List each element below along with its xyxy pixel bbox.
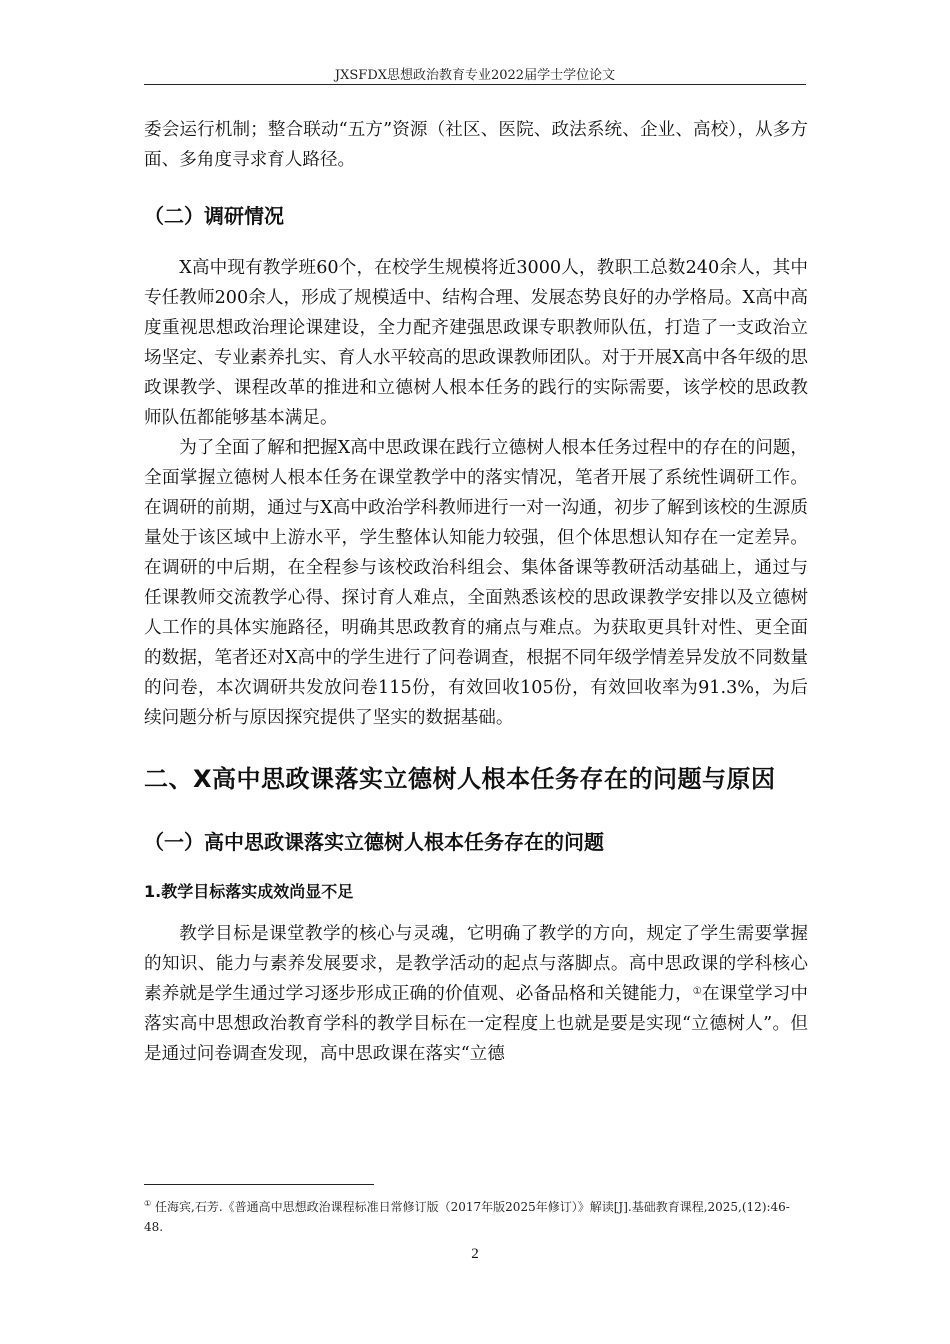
footnote-mark: ① bbox=[144, 1199, 152, 1208]
running-header: JXSFDX思想政治教育专业2022届学士学位论文 bbox=[334, 68, 616, 83]
header-rule bbox=[144, 84, 806, 85]
section-heading-survey: （二）调研情况 bbox=[144, 204, 284, 228]
paragraph-teaching-goal bbox=[144, 919, 808, 1069]
chapter-heading: 二、X高中思政课落实立德树人根本任务存在的问题与原因 bbox=[144, 765, 776, 793]
continued-paragraph: 委会运行机制；整合联动“五方”资源（社区、医院、政法系统、企业、高校），从多方面、多角度寻求育人路径。 bbox=[144, 120, 808, 170]
footnote bbox=[144, 1194, 808, 1237]
footnote-separator bbox=[144, 1184, 374, 1185]
paragraph-text-part-2: 在课堂学习中落实高中思想政治教育学科的教学目标在一定程度上也就是要是实现“立德树人”。但是通过问卷调查发现，高中思政课在落实“立德 bbox=[144, 984, 808, 1064]
page-body bbox=[144, 115, 808, 1069]
paragraph-survey-method: 为了全面了解和把握X高中思政课在践行立德树人根本任务过程中的存在的问题，全面掌握立德树人根本任务在课堂教学中的落实情况，笔者开展了系统性调研工作。在调研的前期，通过与X高中政治学科教师进行一对一沟通，初步了解到该校的生源质量处于该区域中上游水平，学生整体认知能力较强，但个体思想认知存在一定差异。在调研的中后期，在全程参与该校政治科组会、集体备课等教研活动基础上，通过与任课教师交流教学心得、探讨育人难点，全面熟悉该校的思政课教学安排以及立德树人工作的具体实施路径，明确其思政教育的痛点与难点。为获取更具针对性、更全面的数据，笔者还对X高中的学生进行了问卷调查，根据不同年级学情差异发放不同数量的问卷，本次调研共发放问卷115份，有效回收105份，有效回收率为91.3%，为后续问题分析与原因探究提供了坚实的数据基础。 bbox=[144, 438, 808, 728]
page-number: 2 bbox=[471, 1246, 479, 1262]
subsection-heading-teaching-goal: 1.教学目标落实成效尚显不足 bbox=[144, 882, 354, 901]
footnote-text: 任海宾,石芳.《普通高中思想政治课程标准日常修订版（2017年版2025年修订）》解读[J].基础教育课程,2025,(12):46-48. bbox=[144, 1200, 790, 1234]
paragraph-school-overview: X高中现有教学班60个，在校学生规模将近3000人，教职工总数240余人，其中专任教师200余人，形成了规模适中、结构合理、发展态势良好的办学格局。X高中高度重视思想政治理论课建设，全力配齐建强思政课专职教师队伍，打造了一支政治立场坚定、专业素养扎实、育人水平较高的思政课教师团队。对于开展X高中各年级的思政课教学、课程改革的推进和立德树人根本任务的践行的实际需要，该学校的思政教师队伍都能够基本满足。 bbox=[144, 258, 808, 428]
section-heading-problems: （一）高中思政课落实立德树人根本任务存在的问题 bbox=[144, 830, 604, 854]
paragraph-text-part-1: 教学目标是课堂教学的核心与灵魂，它明确了教学的方向，规定了学生需要掌握的知识、能力与素养发展要求，是教学活动的起点与落脚点。高中思政课的学科核心素养就是学生通过学习逐步形成正确的价值观、必备品格和关键能力， bbox=[144, 924, 808, 1004]
footnote-reference[interactable]: ① bbox=[692, 986, 702, 997]
